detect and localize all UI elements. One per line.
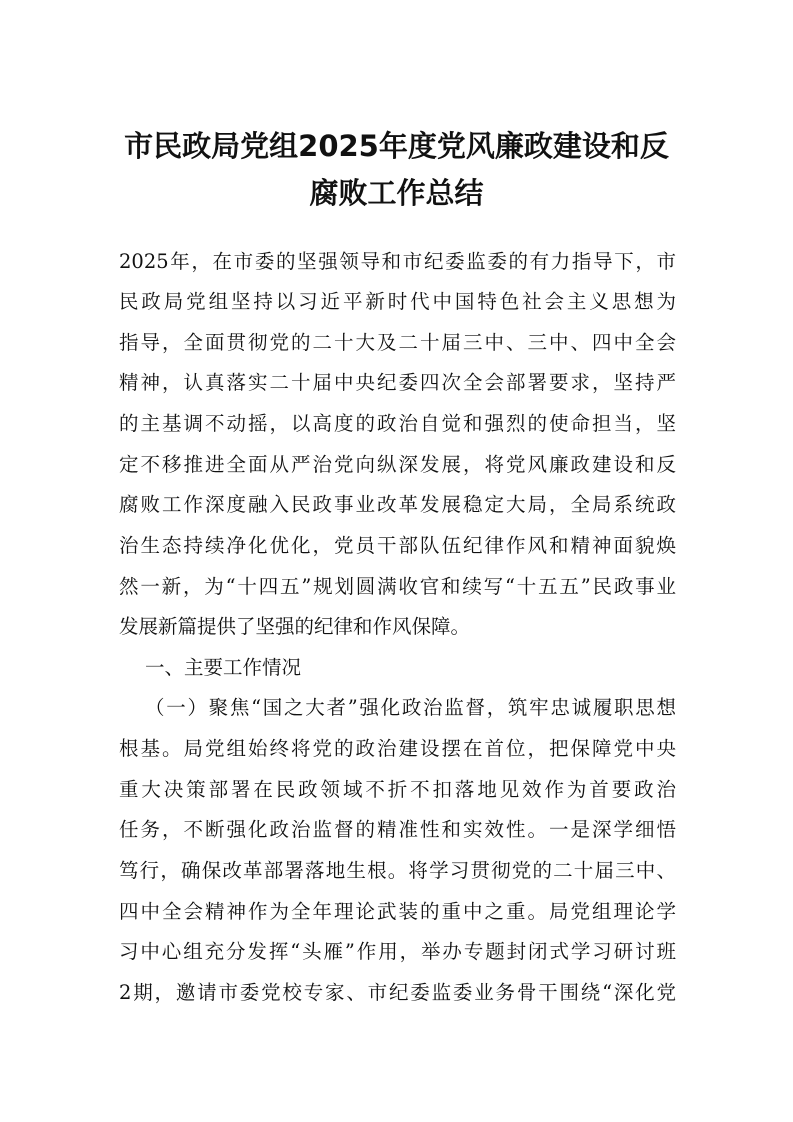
document-title-line-2: 腐败工作总结 <box>309 176 484 210</box>
paragraph-line: 民政局党组坚持以习近平新时代中国特色社会主义思想为 <box>119 290 676 313</box>
paragraph-line: 指导，全面贯彻党的二十大及二十届三中、三中、四中全会 <box>119 331 676 354</box>
paragraph-line: 发展新篇提供了坚强的纪律和作风保障。 <box>119 615 471 638</box>
paragraph-line: 习中心组充分发挥“头雁”作用，举办专题封闭式学习研讨班 <box>119 940 676 963</box>
paragraph-line: 四中全会精神作为全年理论武装的重中之重。局党组理论学 <box>119 900 676 923</box>
paragraph-line: 的主基调不动摇，以高度的政治自觉和强烈的使命担当，坚 <box>119 412 676 435</box>
paragraph-line: 精神，认真落实二十届中央纪委四次全会部署要求，坚持严 <box>119 371 676 394</box>
paragraph-line: 然一新，为“十四五”规划圆满收官和续写“十五五”民政事业 <box>119 575 676 598</box>
paragraph-line: （一）聚焦“国之大者”强化政治监督，筑牢忠诚履职思想 <box>145 696 676 719</box>
paragraph-line: 笃行，确保改革部署落地生根。将学习贯彻党的二十届三中、 <box>119 859 676 882</box>
paragraph-line: 定不移推进全面从严治党向纵深发展，将党风廉政建设和反 <box>119 453 676 476</box>
paragraph-line: 任务，不断强化政治监督的精准性和实效性。一是深学细悟 <box>119 818 676 841</box>
paragraph-line: 治生态持续净化优化，党员干部队伍纪律作风和精神面貌焕 <box>119 534 676 557</box>
section-heading: 一、主要工作情况 <box>145 656 302 679</box>
paragraph-line: 根基。局党组始终将党的政治建设摆在首位，把保障党中央 <box>119 737 676 760</box>
paragraph-line: 2025年，在市委的坚强领导和市纪委监委的有力指导下，市 <box>119 250 676 273</box>
paragraph-line: 2期，邀请市委党校专家、市纪委监委业务骨干围绕“深化党 <box>119 981 676 1004</box>
document-title-line-1: 市民政局党组2025年度党风廉政建设和反 <box>124 129 669 163</box>
paragraph-line: 腐败工作深度融入民政事业改革发展稳定大局，全局系统政 <box>119 493 676 516</box>
paragraph-line: 重大决策部署在民政领域不折不扣落地见效作为首要政治 <box>119 778 676 801</box>
